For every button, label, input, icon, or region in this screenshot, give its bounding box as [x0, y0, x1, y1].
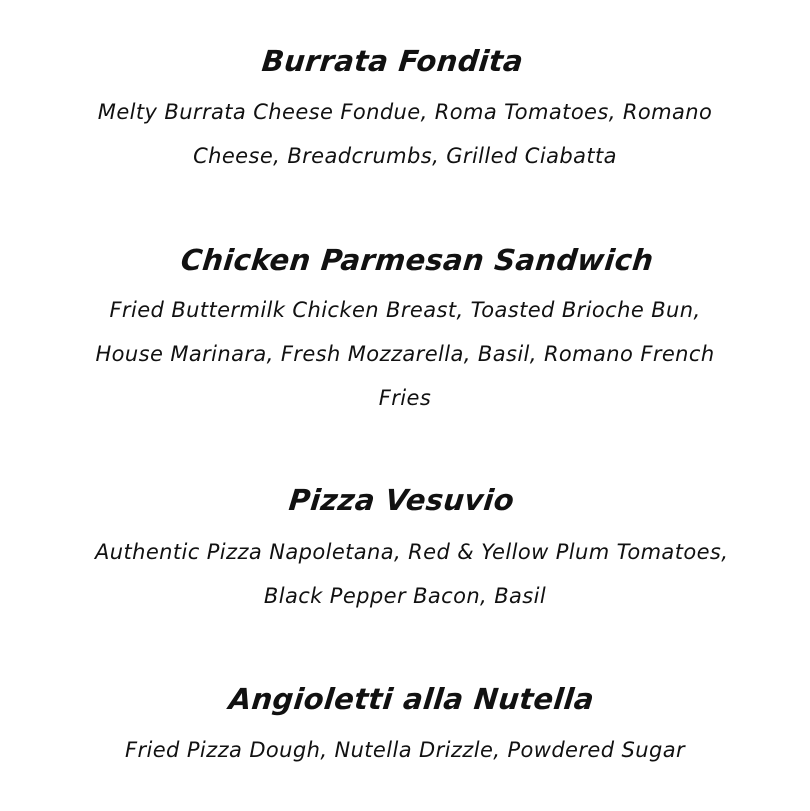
description-line: Fried Buttermilk Chicken Breast, Toasted Brioche Bun,: [109, 298, 701, 322]
description-line: Black Pepper Bacon, Basil: [263, 584, 547, 608]
item-title: Pizza Vesuvio: [287, 483, 516, 517]
description-line: Fries: [378, 386, 432, 410]
item-title: Burrata Fondita: [260, 44, 526, 78]
item-description: [95, 728, 715, 772]
item-title: Angioletti alla Nutella: [227, 682, 596, 716]
description-line: House Marinara, Fresh Mozzarella, Basil, Romano French: [95, 342, 715, 366]
item-description: [95, 288, 715, 420]
item-description: [95, 530, 729, 618]
item-description: [95, 90, 715, 178]
description-line: Cheese, Breadcrumbs, Grilled Ciabatta: [193, 144, 617, 168]
description-line: Melty Burrata Cheese Fondue, Roma Tomatoes, Romano: [97, 100, 713, 124]
item-title: Chicken Parmesan Sandwich: [179, 243, 656, 277]
description-line: Authentic Pizza Napoletana, Red & Yellow Plum Tomatoes,: [95, 540, 729, 564]
description-line: Fried Pizza Dough, Nutella Drizzle, Powdered Sugar: [124, 738, 686, 762]
